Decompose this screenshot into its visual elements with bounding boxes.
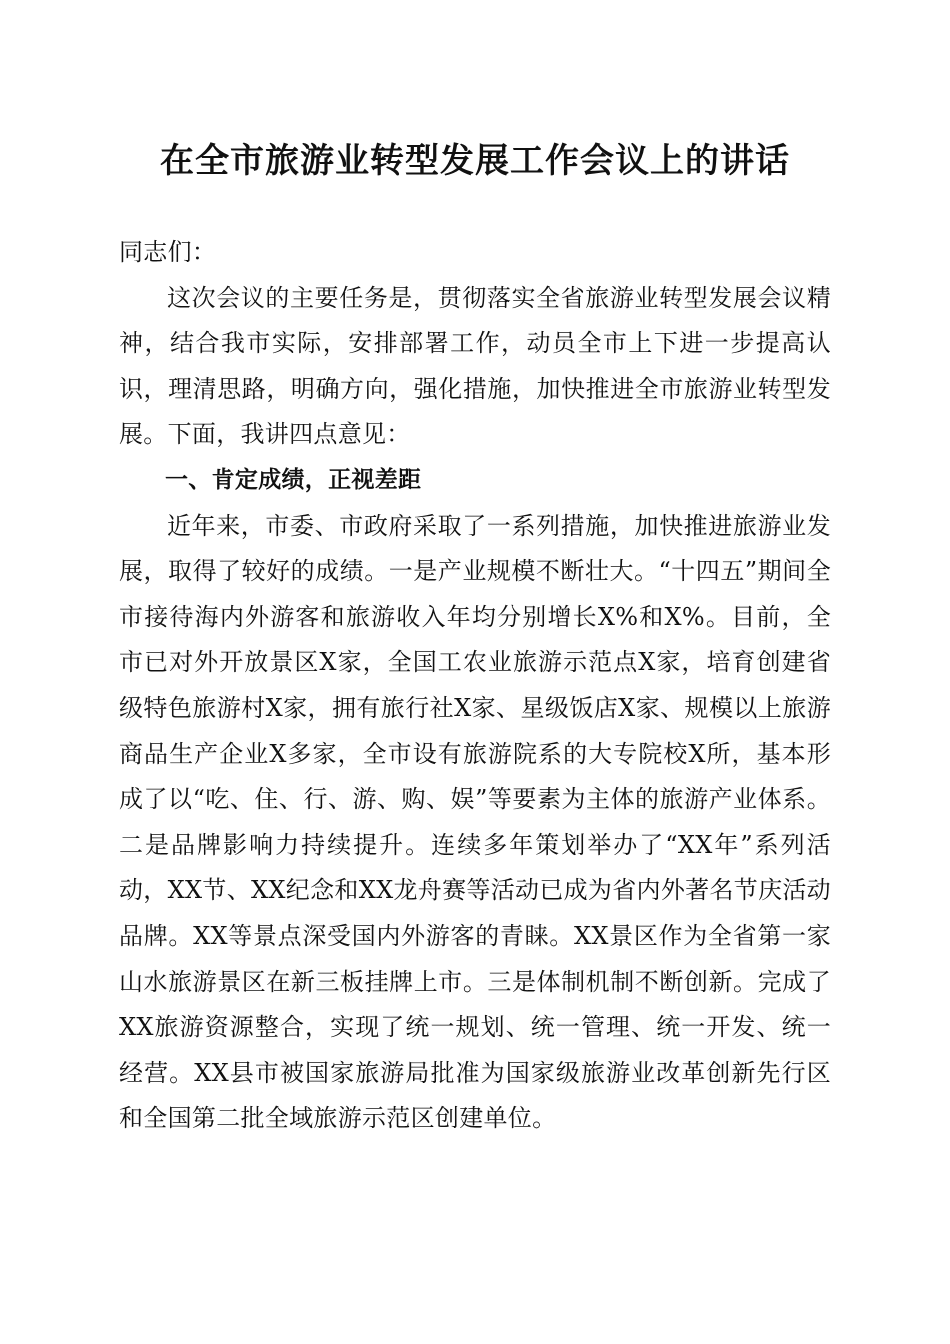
intro-paragraph: 这次会议的主要任务是，贯彻落实全省旅游业转型发展会议精神，结合我市实际，安排部署工作，动员全市上下进一步提高认识，理清思路，明确方向，强化措施，加快推进全市旅游业转型发展。下面，我讲四点意见： <box>119 283 831 449</box>
document-title: 在全市旅游业转型发展工作会议上的讲话 <box>160 141 790 181</box>
section-paragraph: 近年来，市委、市政府采取了一系列措施，加快推进旅游业发展，取得了较好的成绩。一是产业规模不断壮大。“十四五”期间全市接待海内外游客和旅游收入年均分别增长X%和X%。目前，全市已对外开放景区X家，全国工农业旅游示范点X家，培育创建省级特色旅游村X家，拥有旅行社X家、星级饭店X家、规模以上旅游商品生产企业X多家，全市设有旅游院系的大专院校X所，基本形成了以“吃、住、行、游、购、娱”等要素为主体的旅游产业体系。二是品牌影响力持续提升。连续多年策划举办了“XX年”系列活动，XX节、XX纪念和XX龙舟赛等活动已成为省内外著名节庆活动品牌。XX等景点深受国内外游客的青睐。XX景区作为全省第一家山水旅游景区在新三板挂牌上市。三是体制机制不断创新。完成了XX旅游资源整合，实现了统一规划、统一管理、统一开发、统一经营。XX县市被国家旅游局批准为国家级旅游业改革创新先行区和全国第二批全域旅游示范区创建单位。 <box>119 511 831 1133</box>
salutation: 同志们： <box>119 238 217 266</box>
section-heading: 一、肯定成绩，正视差距 <box>165 466 422 493</box>
document-body <box>119 230 831 1142</box>
